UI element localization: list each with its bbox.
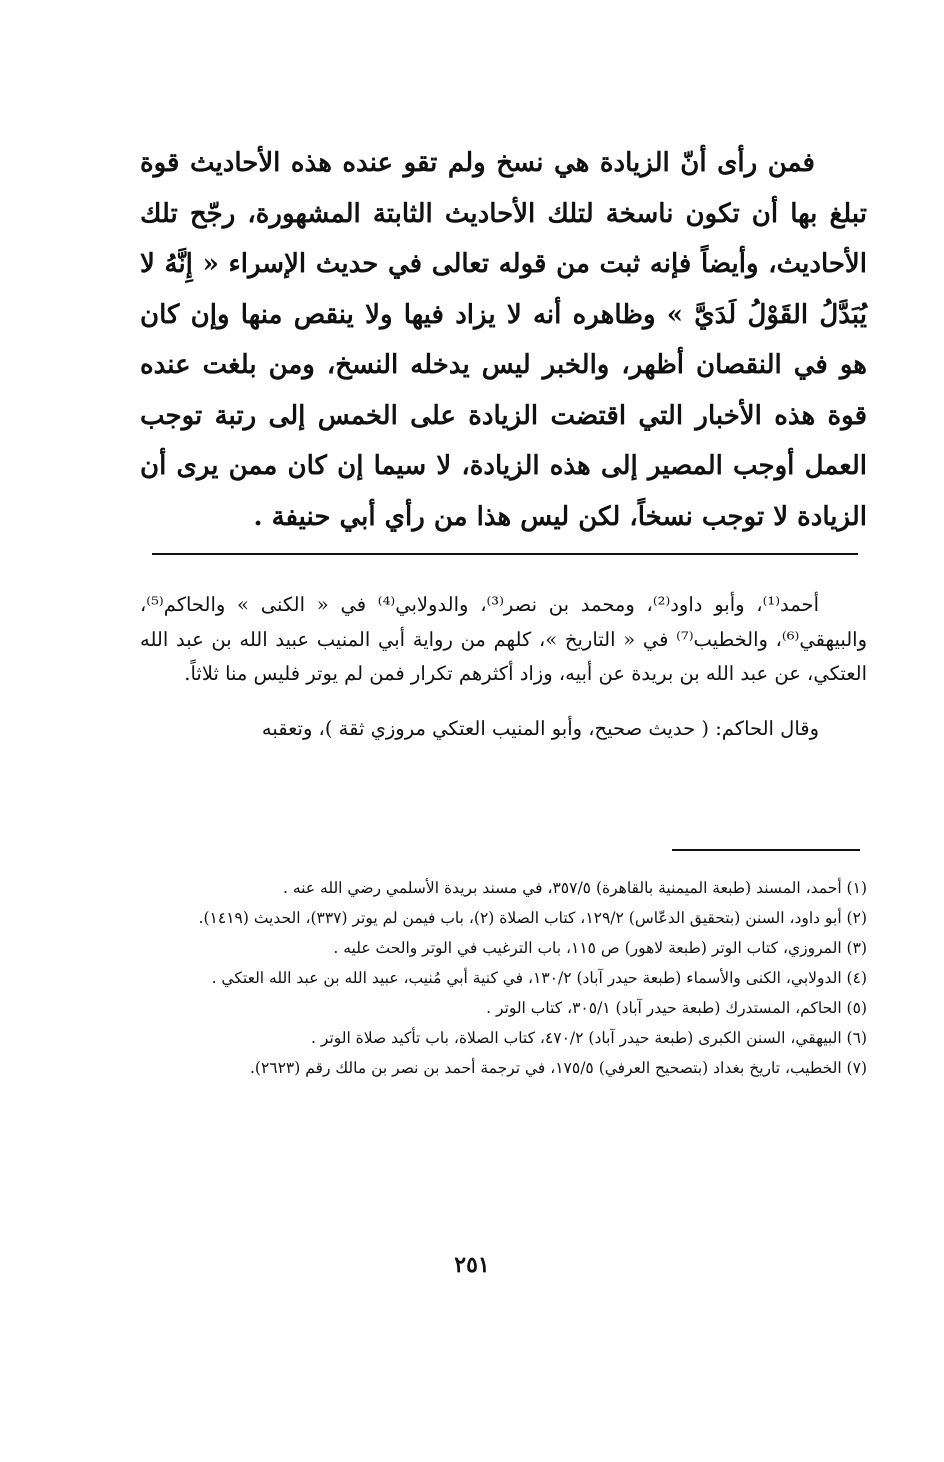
footnote-3: (٣) المروزي، كتاب الوتر (طبعة لاهور) ص ١١٥، باب الترغيب في الوتر والحث عليه . [333,939,867,957]
footnotes [140,873,867,1083]
footnote-5: (٥) الحاكم، المستدرك (طبعة حيدر آباد) ٣٠٥/١، كتاب الوتر . [486,999,867,1017]
main-paragraph: فمن رأى أنّ الزيادة هي نسخ ولم تقو عنده هذه الأحاديث قوة تبلغ بها أن تكون ناسخة لتلك الأحاديث الثابتة المشهورة، رجّح تلك الأحاديث، وأيضاً فإنه ثبت من قوله تعالى في حديث الإسراء « إِنَّهُ لا يُبَدَّلُ القَوْلُ لَدَيَّ » وظاهره أنه لا يزاد فيها ولا ينقص منها وإن كان هو في النقصان أظهر، والخبر ليس يدخله النسخ، ومن بلغت عنده قوة هذه الأخبار التي اقتضت الزيادة على الخمس إلى رتبة توجب العمل أوجب المصير إلى هذه الزيادة، لا سيما إن كان ممن يرى أن الزيادة لا توجب نسخاً، لكن ليس هذا من رأي أبي حنيفة . [140,148,867,532]
section-divider [152,553,858,555]
takhrij-paragraph: أحمد⁽¹⁾، وأبو داود⁽²⁾، ومحمد بن نصر⁽³⁾، والدولابي⁽⁴⁾ في « الكنى » والحاكم⁽⁵⁾، والبيهقي⁽⁶⁾، والخطيب⁽⁷⁾ في « التاريخ »، كلهم من رواية أبي المنيب عبيد الله بن عبد الله العتكي، عن عبد الله بن بريدة عن أبيه، وزاد أكثرهم تكرار فمن لم يوتر فليس منا ثلاثاً. [140,593,867,685]
footnote-2: (٢) أبو داود، السنن (بتحقيق الدعّاس) ١٢٩/٢، كتاب الصلاة (٢)، باب فيمن لم يوتر (٣٣٧)، الحديث (١٤١٩). [198,909,867,927]
main-text [140,138,867,542]
hadith-takhrij-block [140,588,867,746]
footnote-6: (٦) البيهقي، السنن الكبرى (طبعة حيدر آباد) ٤٧٠/٢، كتاب الصلاة، باب تأكيد صلاة الوتر . [311,1029,867,1047]
footnote-1: (١) أحمد، المسند (طبعة الميمنية بالقاهرة) ٣٥٧/٥، في مسند بريدة الأسلمي رضي الله عنه . [283,879,867,897]
hakim-statement-paragraph: وقال الحاكم: ( حديث صحيح، وأبو المنيب العتكي مروزي ثقة )، وتعقبه [261,716,819,740]
page-number: ٢٥١ [454,1252,490,1278]
footnote-7: (٧) الخطيب، تاريخ بغداد (بتصحيح العرفي) ١٧٥/٥، في ترجمة أحمد بن نصر بن مالك رقم (٢٦٢٣). [249,1059,867,1077]
footnote-4: (٤) الدولابي، الكنى والأسماء (طبعة حيدر آباد) ١٣٠/٢، في كنية أبي مُنيب، عبيد الله بن عبد الله العتكي . [211,969,867,987]
footnote-divider [672,849,860,851]
